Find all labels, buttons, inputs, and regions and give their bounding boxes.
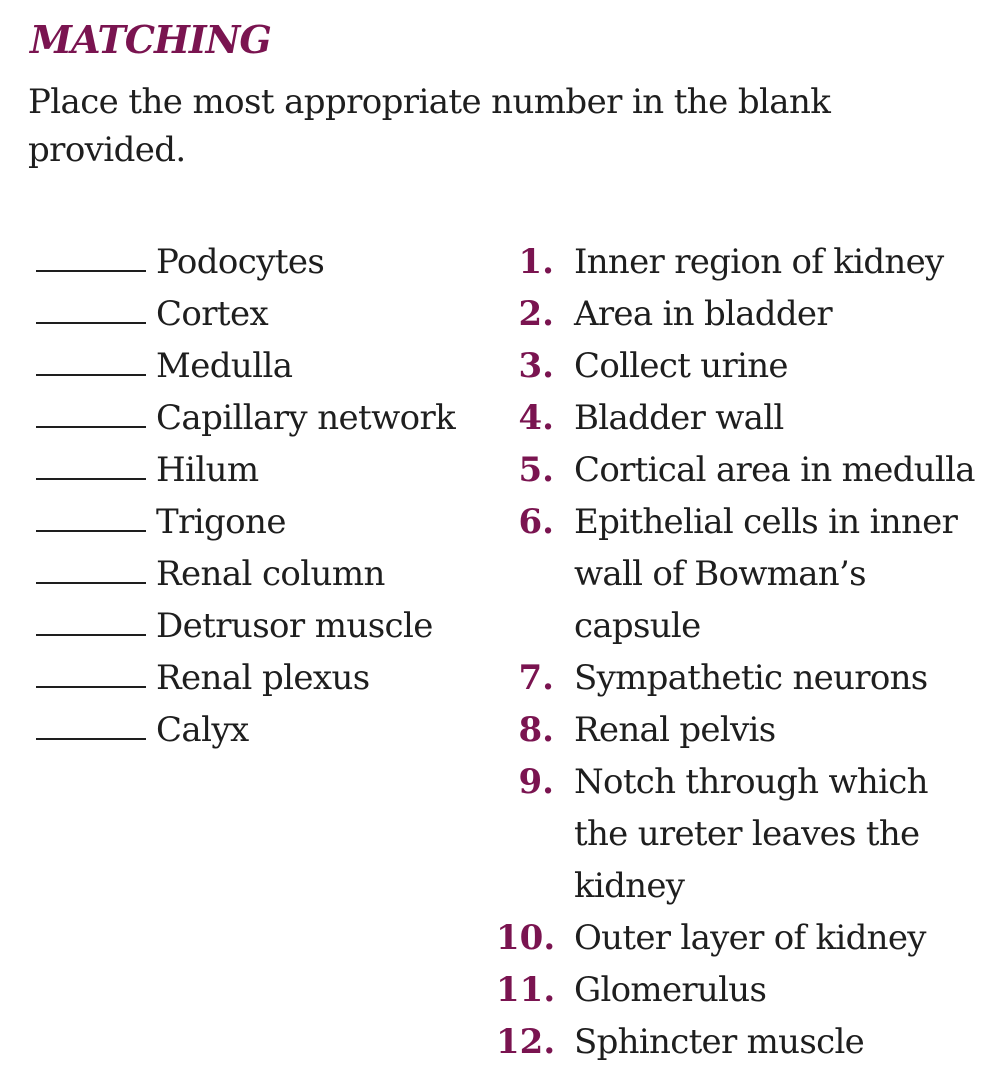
instructions: Place the most appropriate number in the blank provided. [28,82,831,170]
definition-number: 7. [518,658,554,698]
definition-number: 8. [518,710,554,750]
definition-number: 10. [496,918,556,958]
term-label: Renal column [156,554,385,594]
definition-list [496,236,991,1068]
definition-item [496,912,991,964]
term-label: Medulla [156,346,293,386]
term-row [36,444,496,496]
answer-blank[interactable] [36,478,146,480]
answer-blank[interactable] [36,426,146,428]
definition-item [496,340,991,392]
definition-item [496,704,991,756]
term-row [36,236,496,288]
answer-blank[interactable] [36,686,146,688]
definition-item [496,444,991,496]
term-row [36,496,496,548]
definition-item [496,1016,991,1068]
definition-number: 11. [496,970,556,1010]
term-row [36,340,496,392]
answer-blank[interactable] [36,322,146,324]
term-label: Calyx [156,710,249,750]
definition-text: Collect urine [574,346,788,386]
term-label: Renal plexus [156,658,370,698]
definition-item [496,288,991,340]
definition-text: Inner region of kidney [574,242,944,282]
definition-text: Bladder wall [574,398,784,438]
term-label: Cortex [156,294,269,334]
definition-number: 3. [518,346,554,386]
answer-blank[interactable] [36,374,146,376]
definition-item [496,392,991,444]
term-row [36,652,496,704]
definition-item [496,236,991,288]
term-row [36,548,496,600]
definition-text: Area in bladder [574,294,832,334]
definition-number: 1. [518,242,554,282]
term-row [36,704,496,756]
answer-blank[interactable] [36,582,146,584]
definition-text: Epithelial cells in inner wall of Bowman’s capsule [574,502,958,646]
definition-text: Sympathetic neurons [574,658,928,698]
definition-text: Sphincter muscle [574,1022,865,1062]
definition-item [496,652,991,704]
term-label: Trigone [156,502,286,542]
definition-text: Glomerulus [574,970,767,1010]
definition-item [496,496,991,652]
definition-number: 9. [518,762,554,802]
definition-number: 5. [518,450,554,490]
term-row [36,288,496,340]
answer-blank[interactable] [36,738,146,740]
definition-text: Renal pelvis [574,710,776,750]
definition-number: 6. [518,502,554,542]
term-row [36,600,496,652]
definition-item [496,756,991,912]
definition-number: 12. [496,1022,556,1062]
answer-blank[interactable] [36,634,146,636]
term-label: Podocytes [156,242,325,282]
term-label: Hilum [156,450,259,490]
definition-number: 4. [518,398,554,438]
definition-item [496,964,991,1016]
section-heading: MATCHING [30,17,271,62]
term-row [36,392,496,444]
definition-number: 2. [518,294,554,334]
answer-blank[interactable] [36,530,146,532]
definition-text: Cortical area in medulla [574,450,975,490]
answer-blank[interactable] [36,270,146,272]
term-label: Detrusor muscle [156,606,433,646]
definition-text: Outer layer of kidney [574,918,926,958]
definition-text: Notch through which the ureter leaves the kidney [574,762,928,906]
term-list [36,236,496,756]
term-label: Capillary network [156,398,456,438]
